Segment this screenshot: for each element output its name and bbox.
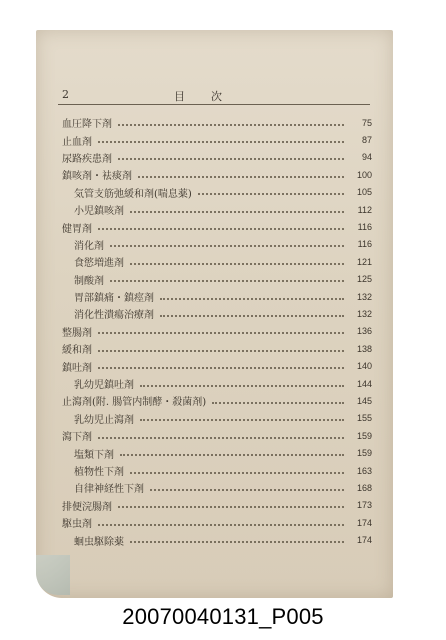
dot-leader (150, 489, 344, 491)
dot-leader (140, 419, 344, 421)
toc-entry-page: 112 (357, 204, 372, 215)
toc-entry-page: 138 (356, 343, 372, 354)
toc-entry-page: 121 (356, 256, 372, 267)
toc-entry (62, 340, 372, 357)
toc-entry (62, 253, 372, 270)
header-rule (58, 104, 370, 105)
toc-entry (62, 462, 372, 479)
dot-leader (120, 454, 344, 456)
toc-entry-label: 血圧降下剤 (62, 119, 112, 131)
toc-entry-page: 140 (356, 361, 372, 372)
image-caption: 20070040131_P005 (122, 604, 324, 629)
toc-entry-page: 174 (356, 517, 372, 528)
toc-entry-page: 94 (361, 152, 372, 163)
toc-entry-label: 制酸剤 (74, 275, 104, 287)
toc-entry-page: 155 (356, 413, 372, 424)
dot-leader (118, 506, 344, 508)
toc-entry-page: 132 (356, 291, 372, 302)
toc-entry-label: 整腸剤 (62, 327, 92, 339)
toc-entry-label: 蛔虫駆除薬 (74, 536, 124, 548)
dot-leader (98, 524, 344, 526)
toc-entry-page: 75 (361, 117, 372, 128)
toc-entry-label: 止瀉剤(附. 腸管内制酵・殺菌剤) (62, 397, 207, 409)
dot-leader (160, 315, 344, 317)
toc-entry-label: 塩類下剤 (74, 449, 114, 461)
toc-entry (62, 479, 372, 496)
dot-leader (212, 402, 344, 404)
toc-entry-page: 105 (356, 187, 372, 198)
page-header (62, 88, 372, 104)
toc-entry-label: 消化剤 (74, 240, 104, 252)
dot-leader (130, 211, 344, 213)
toc-entry-label: 鎮咳剤・袪痰剤 (62, 171, 132, 183)
toc-entry (62, 514, 372, 531)
dot-leader (130, 263, 344, 265)
toc-entry (62, 236, 372, 253)
toc-entry-page: 116 (357, 222, 372, 233)
toc-entry-page: 132 (356, 308, 372, 319)
dot-leader (98, 141, 344, 143)
toc-entry (62, 357, 372, 374)
dot-leader (98, 228, 344, 230)
toc-entry (62, 288, 372, 305)
toc-entry (62, 166, 372, 183)
toc-entry-label: 駆虫剤 (62, 519, 92, 531)
toc-entry (62, 444, 372, 461)
toc-entry-label: 食慾増進剤 (74, 258, 124, 270)
toc-entry-page: 159 (356, 430, 372, 441)
toc-entry (62, 305, 372, 322)
toc-entry (62, 410, 372, 427)
toc-entry (62, 271, 372, 288)
toc-entry-label: 瀉下剤 (62, 432, 92, 444)
toc-entry-page: 100 (356, 169, 372, 180)
toc-entry (62, 131, 372, 148)
toc-entry-label: 消化性潰瘍治療剤 (74, 310, 154, 322)
toc-entry-page: 163 (356, 465, 372, 476)
dot-leader (118, 124, 344, 126)
dot-leader (110, 280, 344, 282)
table-of-contents (62, 114, 372, 549)
toc-entry-label: 小児鎮咳剤 (74, 206, 124, 218)
toc-entry-label: 自律神経性下剤 (74, 484, 144, 496)
dot-leader (130, 472, 344, 474)
dot-leader (118, 158, 344, 160)
toc-entry-label: 乳幼児止瀉剤 (74, 414, 134, 426)
toc-entry-page: 125 (356, 274, 372, 285)
toc-entry (62, 149, 372, 166)
toc-entry-page: 144 (356, 378, 372, 389)
toc-entry-label: 乳幼児鎮吐剤 (74, 380, 134, 392)
toc-entry (62, 497, 372, 514)
toc-entry-page: 159 (356, 448, 372, 459)
toc-entry-label: 鎮吐剤 (62, 362, 92, 374)
toc-entry-page: 174 (356, 535, 372, 546)
toc-entry-label: 気管支筋弛緩和剤(喘息薬) (74, 188, 192, 200)
toc-entry (62, 184, 372, 201)
dot-leader (130, 541, 344, 543)
toc-entry (62, 201, 372, 218)
toc-entry-page: 116 (357, 239, 372, 250)
toc-entry-page: 136 (356, 326, 372, 337)
worn-page-corner (36, 555, 70, 595)
dot-leader (140, 385, 344, 387)
toc-entry (62, 218, 372, 235)
toc-entry (62, 531, 372, 548)
dot-leader (98, 437, 344, 439)
toc-entry-page: 173 (356, 500, 372, 511)
toc-entry-label: 緩和剤 (62, 345, 92, 357)
toc-entry-label: 健胃剤 (62, 223, 92, 235)
toc-entry (62, 427, 372, 444)
toc-entry (62, 392, 372, 409)
toc-entry-label: 尿路疾患剤 (62, 153, 112, 165)
toc-entry-label: 排便浣腸剤 (62, 501, 112, 513)
dot-leader (98, 332, 344, 334)
dot-leader (138, 176, 344, 178)
dot-leader (98, 350, 344, 352)
toc-entry-label: 止血剤 (62, 136, 92, 148)
toc-entry (62, 375, 372, 392)
page-number: 2 (62, 88, 69, 101)
toc-entry-label: 胃部鎮痛・鎮痙剤 (74, 293, 154, 305)
toc-entry-page: 145 (356, 395, 372, 406)
page-title: 目次 (174, 90, 248, 103)
dot-leader (98, 367, 344, 369)
dot-leader (160, 298, 344, 300)
toc-entry-page: 87 (361, 135, 372, 146)
toc-entry (62, 323, 372, 340)
toc-entry-page: 168 (356, 482, 372, 493)
dot-leader (110, 245, 344, 247)
toc-entry-label: 植物性下剤 (74, 467, 124, 478)
dot-leader (198, 193, 344, 195)
toc-entry (62, 114, 372, 131)
